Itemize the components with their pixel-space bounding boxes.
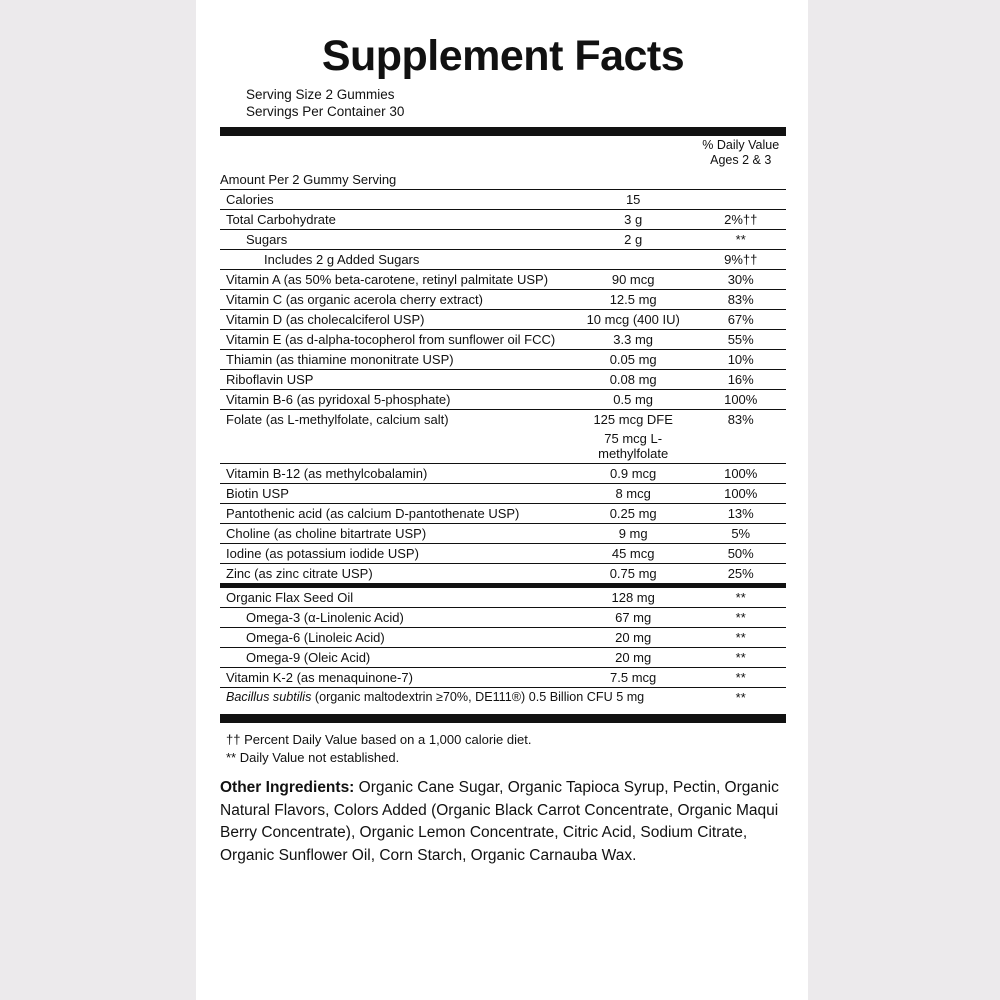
other-ingredients bbox=[220, 777, 786, 867]
row-amount bbox=[571, 250, 696, 270]
table-row bbox=[220, 190, 786, 210]
table-row bbox=[220, 628, 786, 648]
table-row bbox=[220, 504, 786, 524]
row-dv-continuation bbox=[695, 429, 786, 464]
table-row bbox=[220, 370, 786, 390]
row-amount: 0.5 mg bbox=[571, 390, 696, 410]
row-amount: 0.05 mg bbox=[571, 350, 696, 370]
servings-per-container: Servings Per Container 30 bbox=[246, 103, 405, 119]
row-amount: 8 mcg bbox=[571, 484, 696, 504]
row-dv: ** bbox=[695, 230, 786, 250]
row-name: Vitamin B-6 (as pyridoxal 5-phosphate) bbox=[220, 390, 571, 410]
row-amount: 125 mcg DFE bbox=[593, 412, 673, 428]
row-amount: 2 g bbox=[571, 230, 696, 250]
row-name: Vitamin B-12 (as methylcobalamin) bbox=[220, 464, 571, 484]
row-name: Choline (as choline bitartrate USP) bbox=[220, 524, 571, 544]
table-row bbox=[220, 464, 786, 484]
row-name: Total Carbohydrate bbox=[220, 210, 571, 230]
serving-size: Serving Size 2 Gummies bbox=[246, 87, 395, 103]
daily-value-header-line2: Ages 2 & 3 bbox=[710, 153, 772, 168]
row-name: Iodine (as potassium iodide USP) bbox=[220, 544, 571, 564]
row-amount: 67 mg bbox=[571, 608, 696, 628]
row-name-bacillus bbox=[220, 688, 695, 708]
row-amount: 90 mcg bbox=[571, 270, 696, 290]
row-dv: 16% bbox=[695, 370, 786, 390]
row-amount: 45 mcg bbox=[571, 544, 696, 564]
row-dv: 83% bbox=[695, 290, 786, 310]
row-dv: 25% bbox=[727, 566, 754, 582]
daily-value-header-row bbox=[220, 136, 786, 170]
table-row bbox=[220, 608, 786, 628]
bacillus-rest: (organic maltodextrin ≥70%, DE111®) 0.5 Billion CFU 5 mg bbox=[311, 690, 645, 705]
row-amount: 0.75 mg bbox=[609, 566, 657, 582]
table-row bbox=[220, 588, 786, 608]
table-row-continuation bbox=[220, 429, 786, 464]
row-dv: 100% bbox=[695, 390, 786, 410]
footnotes bbox=[226, 731, 786, 767]
table-row bbox=[220, 668, 786, 688]
row-dv: 100% bbox=[695, 484, 786, 504]
row-name: Omega-6 (Linoleic Acid) bbox=[220, 628, 571, 648]
table-row bbox=[220, 330, 786, 350]
row-dv: ** bbox=[695, 628, 786, 648]
row-name: Vitamin D (as cholecalciferol USP) bbox=[220, 310, 571, 330]
row-amount: 0.9 mcg bbox=[571, 464, 696, 484]
table-row bbox=[220, 544, 786, 564]
row-amount: 10 mcg (400 IU) bbox=[571, 310, 696, 330]
row-name: Includes 2 g Added Sugars bbox=[220, 250, 571, 270]
nutrition-table-secondary bbox=[220, 588, 786, 707]
header-spacer bbox=[220, 136, 571, 170]
row-name-continuation bbox=[220, 429, 571, 464]
table-row bbox=[220, 410, 786, 430]
daily-value-header-line1: % Daily Value bbox=[702, 138, 780, 153]
row-name: Organic Flax Seed Oil bbox=[220, 588, 571, 608]
page-title: Supplement Facts bbox=[321, 32, 685, 80]
divider-heavy-bottom bbox=[220, 714, 786, 723]
row-amount: 128 mg bbox=[571, 588, 696, 608]
row-dv bbox=[695, 190, 786, 210]
row-amount: 20 mg bbox=[571, 648, 696, 668]
serving-info bbox=[246, 87, 786, 120]
row-name: Omega-3 (α-Linolenic Acid) bbox=[220, 608, 571, 628]
page-background-left bbox=[0, 0, 196, 1000]
row-name: Zinc (as zinc citrate USP) bbox=[226, 566, 373, 582]
table-row bbox=[220, 310, 786, 330]
row-name: Thiamin (as thiamine mononitrate USP) bbox=[220, 350, 571, 370]
row-dv: ** bbox=[695, 668, 786, 688]
row-dv: ** bbox=[695, 648, 786, 668]
row-dv: ** bbox=[695, 588, 786, 608]
table-row bbox=[220, 250, 786, 270]
row-amount: 7.5 mcg bbox=[571, 668, 696, 688]
row-dv: 10% bbox=[695, 350, 786, 370]
row-dv: 83% bbox=[727, 412, 754, 428]
row-amount: 9 mg bbox=[571, 524, 696, 544]
row-name: Vitamin C (as organic acerola cherry extract) bbox=[220, 290, 571, 310]
row-amount: 3 g bbox=[571, 210, 696, 230]
amount-header-row bbox=[220, 170, 786, 190]
row-name: Pantothenic acid (as calcium D-pantothenate USP) bbox=[220, 504, 571, 524]
row-dv: 55% bbox=[695, 330, 786, 350]
row-amount: 0.08 mg bbox=[571, 370, 696, 390]
row-name: Riboflavin USP bbox=[220, 370, 571, 390]
row-name: Sugars bbox=[220, 230, 571, 250]
table-row bbox=[220, 564, 786, 584]
row-dv: ** bbox=[735, 690, 746, 706]
table-row bbox=[220, 350, 786, 370]
row-amount: 3.3 mg bbox=[571, 330, 696, 350]
row-amount: 20 mg bbox=[571, 628, 696, 648]
row-dv: 13% bbox=[695, 504, 786, 524]
row-dv: 100% bbox=[695, 464, 786, 484]
table-row bbox=[220, 484, 786, 504]
nutrition-table bbox=[220, 136, 786, 583]
other-ingredients-label: Other Ingredients: bbox=[220, 779, 355, 797]
table-row bbox=[220, 270, 786, 290]
page-background-right bbox=[808, 0, 1000, 1000]
table-row bbox=[220, 290, 786, 310]
row-amount: 15 bbox=[571, 190, 696, 210]
footnote-daily-value-not-established: ** Daily Value not established. bbox=[226, 750, 400, 766]
bacillus-italic: Bacillus subtilis bbox=[226, 690, 312, 705]
table-row bbox=[220, 390, 786, 410]
row-name: Omega-9 (Oleic Acid) bbox=[220, 648, 571, 668]
row-name: Folate (as L-methylfolate, calcium salt) bbox=[226, 412, 449, 428]
table-row bbox=[220, 230, 786, 250]
row-name: Calories bbox=[220, 190, 571, 210]
row-name: Vitamin A (as 50% beta-carotene, retinyl palmitate USP) bbox=[220, 270, 571, 290]
table-row bbox=[220, 524, 786, 544]
row-name: Biotin USP bbox=[220, 484, 571, 504]
table-row-bacillus bbox=[220, 688, 786, 708]
row-dv: 67% bbox=[695, 310, 786, 330]
row-amount-second-line: 75 mcg L-methylfolate bbox=[571, 429, 696, 464]
table-row bbox=[220, 210, 786, 230]
header-spacer-amount bbox=[571, 136, 696, 170]
row-amount: 12.5 mg bbox=[571, 290, 696, 310]
row-name: Vitamin E (as d-alpha-tocopherol from sunflower oil FCC) bbox=[220, 330, 571, 350]
row-name: Vitamin K-2 (as menaquinone-7) bbox=[220, 668, 571, 688]
table-row bbox=[220, 648, 786, 668]
daily-value-header bbox=[695, 136, 786, 170]
other-ingredients-text: Organic Cane Sugar, Organic Tapioca Syrup, Pectin, Organic Natural Flavors, Colors Added (Organic Black Carrot Concentrate, Organic Maqui Berry Concentrate), Organic Lemon Concentrate, Citric Acid, Sodium Citrate, Organic Sunflower Oil, Corn Starch, Organic Carnauba Wax. bbox=[220, 779, 779, 864]
row-amount: 0.25 mg bbox=[571, 504, 696, 524]
row-dv: ** bbox=[695, 608, 786, 628]
divider-heavy-top bbox=[220, 127, 786, 136]
row-dv: 9%†† bbox=[695, 250, 786, 270]
supplement-facts-label bbox=[196, 16, 808, 984]
row-dv: 5% bbox=[695, 524, 786, 544]
amount-per-serving-header: Amount Per 2 Gummy Serving bbox=[220, 170, 786, 190]
row-dv: 2%†† bbox=[695, 210, 786, 230]
row-dv: 50% bbox=[695, 544, 786, 564]
row-dv: 30% bbox=[695, 270, 786, 290]
footnote-percent-daily-value: †† Percent Daily Value based on a 1,000 calorie diet. bbox=[226, 732, 532, 748]
